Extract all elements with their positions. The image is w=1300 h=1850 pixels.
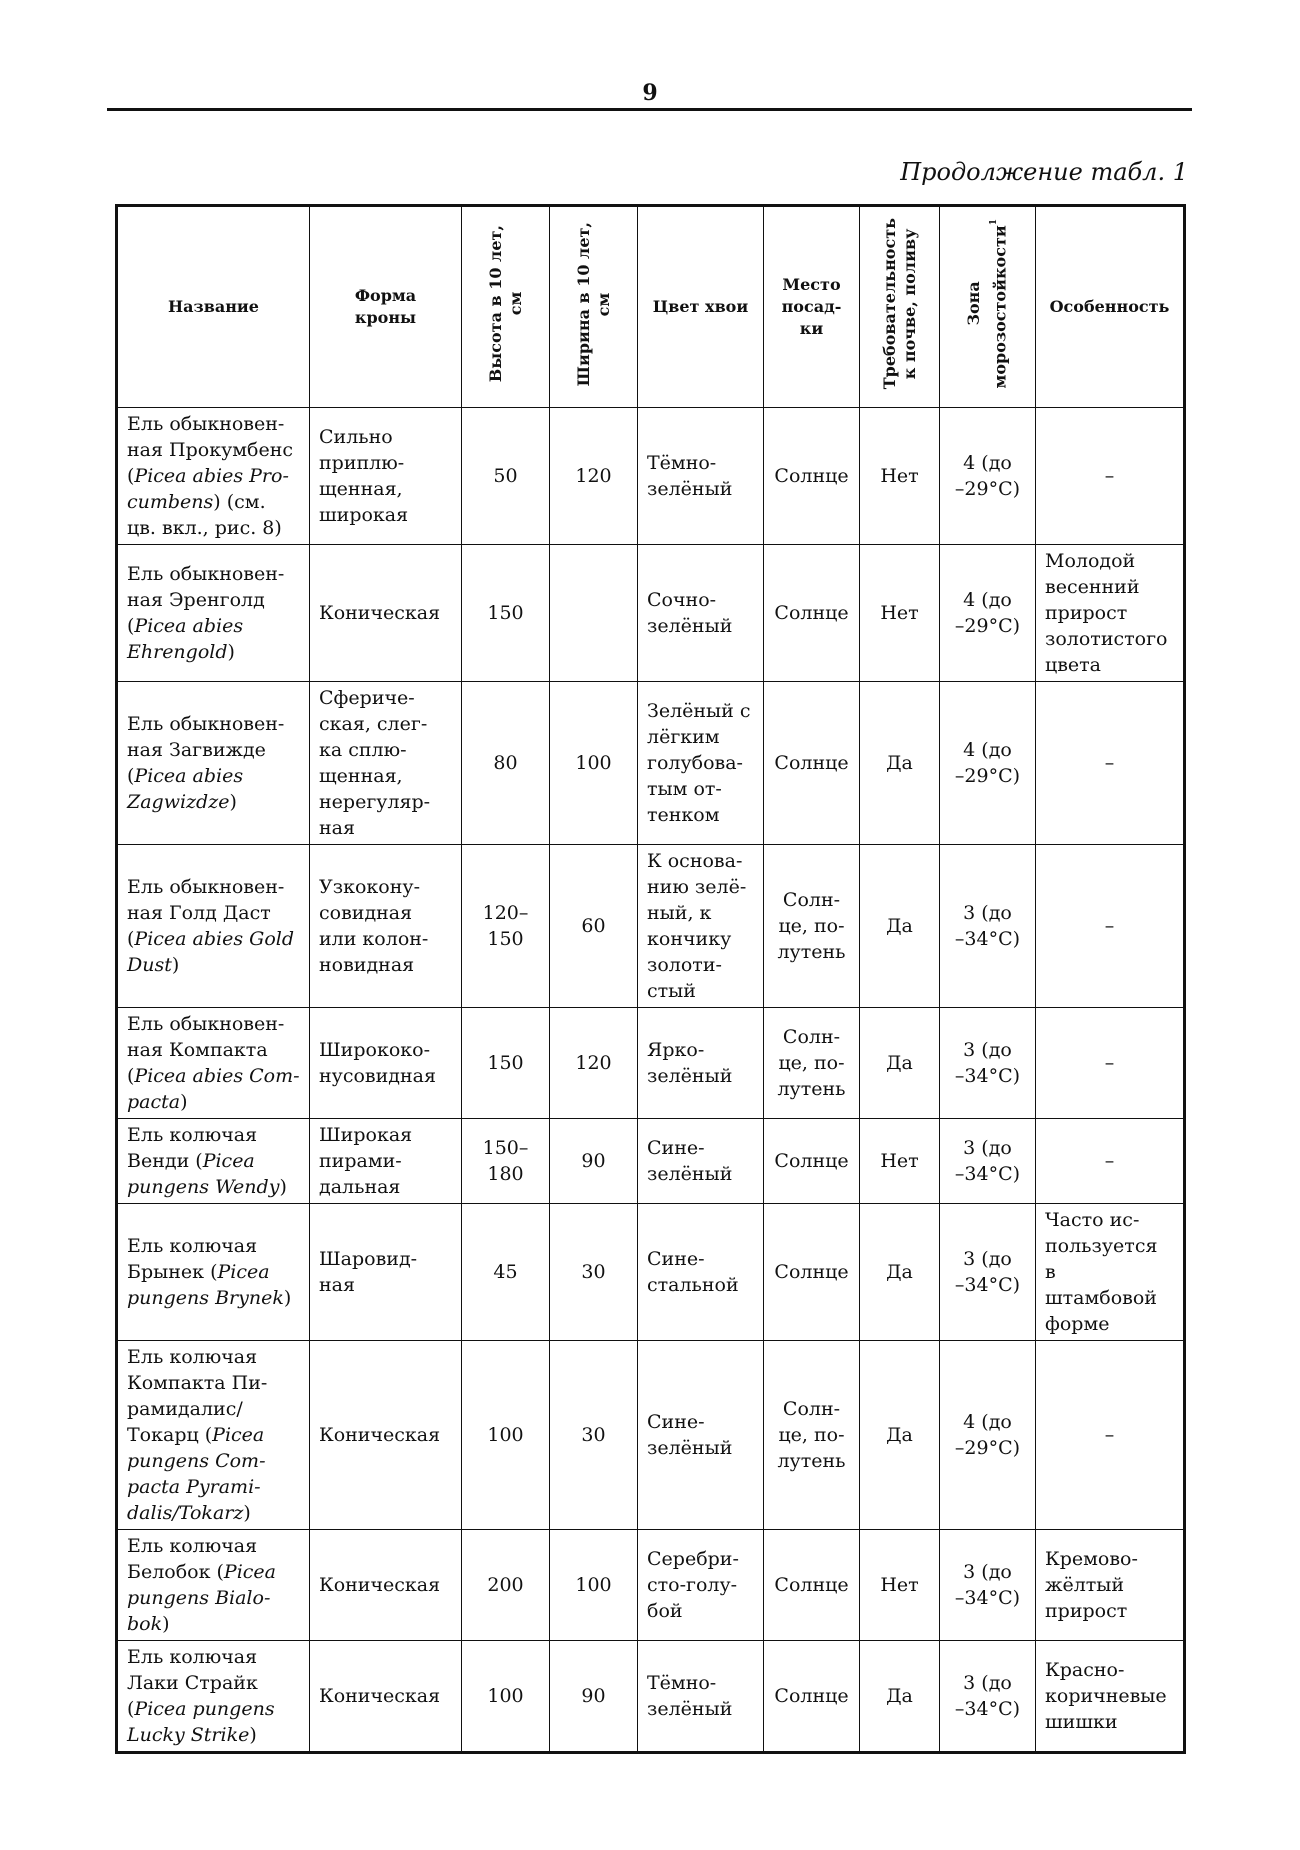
header-soil-demand: Требовательность к почве, поливу [860, 206, 940, 408]
planting-place-cell: Солнце [764, 1641, 860, 1753]
crown-form-cell: Шаровид- ная [310, 1204, 462, 1341]
frost-zone-cell: 3 (до –34°С) [940, 1008, 1036, 1119]
soil-demand-cell: Да [860, 1341, 940, 1530]
name-cell: Ель колючая Лаки Страйк (Picea pungens Lucky Strike) [117, 1641, 310, 1753]
name-cell: Ель обыкновен- ная Эренголд (Picea abies Ehrengold) [117, 545, 310, 682]
height-cell: 100 [462, 1341, 550, 1530]
crown-form-cell: Коническая [310, 1341, 462, 1530]
name-cell: Ель колючая Брынек (Picea pungens Brynek) [117, 1204, 310, 1341]
soil-demand-cell: Нет [860, 1119, 940, 1204]
frost-zone-cell: 3 (до –34°С) [940, 1530, 1036, 1641]
needle-color-cell: Сине- стальной [638, 1204, 764, 1341]
soil-demand-cell: Нет [860, 408, 940, 545]
latin-name: Picea pungens Lucky Strike [127, 1698, 275, 1746]
name-cell: Ель обыкновен- ная Загвиждe (Picea abies Zagwizdze) [117, 682, 310, 845]
frost-zone-cell: 4 (до –29°С) [940, 545, 1036, 682]
needle-color-cell: Ярко- зелёный [638, 1008, 764, 1119]
feature-cell: Часто ис- пользуется в штамбовой форме [1036, 1204, 1185, 1341]
table-continuation-caption: Продолжение табл. 1 [900, 158, 1188, 186]
table-row [117, 1119, 1185, 1204]
crown-form-cell: Сфериче- ская, слег- ка сплю- щенная, нерегуляр- ная [310, 682, 462, 845]
feature-cell: Красно- коричневые шишки [1036, 1641, 1185, 1753]
width-cell: 30 [550, 1341, 638, 1530]
needle-color-cell: Тёмно- зелёный [638, 1641, 764, 1753]
crown-form-cell: Сильно приплю- щенная, широкая [310, 408, 462, 545]
latin-name: Picea pungens Wendy [127, 1150, 280, 1198]
crown-form-cell: Коническая [310, 1641, 462, 1753]
latin-name: Picea abies Zagwizdze [127, 765, 244, 813]
height-cell: 120– 150 [462, 845, 550, 1008]
width-cell: 30 [550, 1204, 638, 1341]
name-cell: Ель обыкновен- ная Голд Даст (Picea abies Gold Dust) [117, 845, 310, 1008]
soil-demand-cell: Да [860, 682, 940, 845]
height-cell: 50 [462, 408, 550, 545]
needle-color-cell: Сине- зелёный [638, 1341, 764, 1530]
frost-zone-cell: 4 (до –29°С) [940, 1341, 1036, 1530]
header-frost-zone: Зона морозостойкости$^1$ [940, 206, 1036, 408]
planting-place-cell: Солнце [764, 408, 860, 545]
feature-cell: – [1036, 1119, 1185, 1204]
soil-demand-cell: Да [860, 1204, 940, 1341]
latin-name: Picea pungens Bialo- bok [127, 1561, 276, 1635]
needle-color-cell: Сочно- зелёный [638, 545, 764, 682]
table-row [117, 545, 1185, 682]
planting-place-cell: Солн- це, по- лутень [764, 845, 860, 1008]
crown-form-cell: Коническая [310, 545, 462, 682]
latin-name: Picea pungens Com- pacta Pyrami- dalis/Tokarz [127, 1424, 266, 1524]
height-cell: 80 [462, 682, 550, 845]
latin-name: Picea abies Ehrengold [127, 615, 244, 663]
feature-cell: Молодой весенний прирост золотистого цвета [1036, 545, 1185, 682]
page-number: 9 [642, 80, 658, 106]
header-crown-form: Форма кроны [310, 206, 462, 408]
needle-color-cell: Серебри- сто-голу- бой [638, 1530, 764, 1641]
frost-zone-cell: 3 (до –34°С) [940, 845, 1036, 1008]
frost-zone-cell: 3 (до –34°С) [940, 1641, 1036, 1753]
header-needle-color: Цвет хвои [638, 206, 764, 408]
needle-color-cell: К основа- нию зелё- ный, к кончику золоти- стый [638, 845, 764, 1008]
width-cell: 120 [550, 1008, 638, 1119]
needle-color-cell: Тёмно- зелёный [638, 408, 764, 545]
latin-name: Picea abies Pro- cumbens [127, 465, 289, 513]
name-cell: Ель колючая Компакта Пи- рамидалис/ Токарц (Picea pungens Com- pacta Pyrami- dalis/Tokarz) [117, 1341, 310, 1530]
height-cell: 100 [462, 1641, 550, 1753]
feature-cell: – [1036, 1008, 1185, 1119]
feature-cell: – [1036, 845, 1185, 1008]
height-cell: 200 [462, 1530, 550, 1641]
planting-place-cell: Солнце [764, 682, 860, 845]
crown-form-cell: Коническая [310, 1530, 462, 1641]
feature-cell: – [1036, 408, 1185, 545]
table-row [117, 845, 1185, 1008]
feature-cell: – [1036, 1341, 1185, 1530]
planting-place-cell: Солнце [764, 1119, 860, 1204]
width-cell: 90 [550, 1119, 638, 1204]
height-cell: 150– 180 [462, 1119, 550, 1204]
width-cell: 100 [550, 1530, 638, 1641]
table-row [117, 1530, 1185, 1641]
header-height: Высота в 10 лет, см [462, 206, 550, 408]
latin-name: Picea abies Gold Dust [127, 928, 294, 976]
soil-demand-cell: Да [860, 1008, 940, 1119]
frost-zone-cell: 3 (до –34°С) [940, 1204, 1036, 1341]
feature-cell: Кремово- жёлтый прирост [1036, 1530, 1185, 1641]
table-row [117, 1008, 1185, 1119]
needle-color-cell: Сине- зелёный [638, 1119, 764, 1204]
width-cell: 100 [550, 682, 638, 845]
header-planting-place: Место посад- ки [764, 206, 860, 408]
header-width: Ширина в 10 лет, см [550, 206, 638, 408]
name-cell: Ель колючая Белобок (Picea pungens Bialo- bok) [117, 1530, 310, 1641]
header-name: Название [117, 206, 310, 408]
footnote-marker: 1 [989, 219, 1000, 226]
height-cell: 150 [462, 545, 550, 682]
width-cell: 90 [550, 1641, 638, 1753]
header-rule [107, 108, 1192, 111]
table-row [117, 682, 1185, 845]
frost-zone-cell: 4 (до –29°С) [940, 682, 1036, 845]
planting-place-cell: Солнце [764, 1204, 860, 1341]
height-cell: 150 [462, 1008, 550, 1119]
frost-zone-cell: 4 (до –29°С) [940, 408, 1036, 545]
table-row [117, 1341, 1185, 1530]
latin-name: Picea abies Com- pacta [127, 1065, 300, 1113]
width-cell: 120 [550, 408, 638, 545]
spruce-varieties-table [115, 204, 1186, 1754]
crown-form-cell: Ширококо- нусовидная [310, 1008, 462, 1119]
crown-form-cell: Узкокону- совидная или колон- новидная [310, 845, 462, 1008]
table-row [117, 1204, 1185, 1341]
table-row [117, 408, 1185, 545]
crown-form-cell: Широкая пирами- дальная [310, 1119, 462, 1204]
soil-demand-cell: Нет [860, 545, 940, 682]
height-cell: 45 [462, 1204, 550, 1341]
name-cell: Ель обыкновен- ная Компакта (Picea abies Com- pacta) [117, 1008, 310, 1119]
table-row [117, 1641, 1185, 1753]
planting-place-cell: Солнце [764, 1530, 860, 1641]
width-cell: 60 [550, 845, 638, 1008]
latin-name: Picea pungens Brynek [127, 1261, 284, 1309]
planting-place-cell: Солн- це, по- лутень [764, 1341, 860, 1530]
table-header-row [117, 206, 1185, 408]
header-feature: Особенность [1036, 206, 1185, 408]
soil-demand-cell: Да [860, 845, 940, 1008]
soil-demand-cell: Нет [860, 1530, 940, 1641]
frost-zone-cell: 3 (до –34°С) [940, 1119, 1036, 1204]
needle-color-cell: Зелёный с лёгким голубова- тым от- тенком [638, 682, 764, 845]
planting-place-cell: Солнце [764, 545, 860, 682]
planting-place-cell: Солн- це, по- лутень [764, 1008, 860, 1119]
feature-cell: – [1036, 682, 1185, 845]
name-cell: Ель обыкновен- ная Прокумбенс (Picea abies Pro- cumbens) (см. цв. вкл., рис. 8) [117, 408, 310, 545]
name-cell: Ель колючая Венди (Picea pungens Wendy) [117, 1119, 310, 1204]
soil-demand-cell: Да [860, 1641, 940, 1753]
width-cell [550, 545, 638, 682]
